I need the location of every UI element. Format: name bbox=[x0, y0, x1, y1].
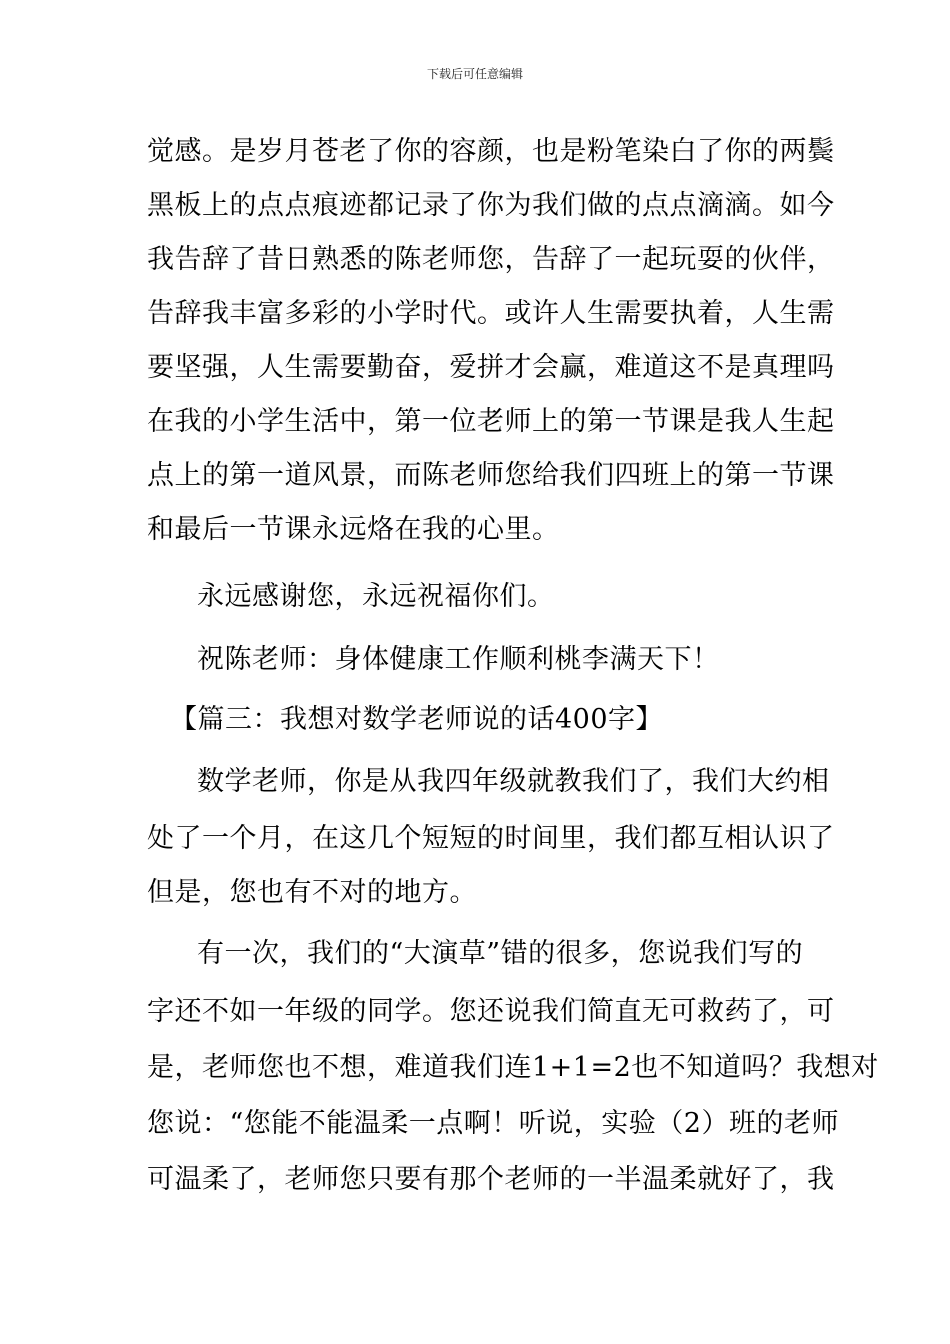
text-line: 点上的第一道风景，而陈老师您给我们四班上的第一节课 bbox=[147, 460, 835, 491]
text-line: 处了一个月，在这几个短短的时间里，我们都互相认识了 bbox=[147, 823, 835, 854]
text-line: 告辞我丰富多彩的小学时代。或许人生需要执着，人生需 bbox=[147, 298, 835, 329]
text-line: 您说：“您能不能温柔一点啊！听说，实验（2）班的老师 bbox=[147, 1108, 839, 1139]
text-line: 要坚强，人生需要勤奋，爱拼才会赢，难道这不是真理吗 bbox=[147, 352, 835, 383]
text-line: 我告辞了昔日熟悉的陈老师您，告辞了一起玩耍的伙伴， bbox=[147, 244, 835, 275]
text-line: 在我的小学生活中，第一位老师上的第一节课是我人生起 bbox=[147, 406, 835, 437]
text-line: 是，老师您也不想，难道我们连1+1=2也不知道吗？我想对 bbox=[147, 1052, 879, 1083]
text-line: 有一次，我们的“大演草”错的很多，您说我们写的 bbox=[197, 938, 804, 969]
text-line: 可温柔了，老师您只要有那个老师的一半温柔就好了，我 bbox=[147, 1164, 835, 1195]
text-line: 字还不如一年级的同学。您还说我们简直无可救药了，可 bbox=[147, 996, 835, 1027]
text-line: 但是，您也有不对的地方。 bbox=[147, 877, 477, 908]
text-line: 黑板上的点点痕迹都记录了你为我们做的点点滴滴。如今 bbox=[147, 190, 835, 221]
text-line: 祝陈老师：身体健康工作顺利桃李满天下！ bbox=[197, 644, 720, 675]
section-heading: 【篇三：我想对数学老师说的话400字】 bbox=[170, 704, 664, 735]
page-header: 下载后可任意编辑 bbox=[426, 67, 523, 81]
text-line: 和最后一节课永远烙在我的心里。 bbox=[147, 514, 560, 545]
text-line: 觉感。是岁月苍老了你的容颜，也是粉笔染白了你的两鬓 bbox=[147, 136, 835, 167]
text-line: 数学老师，你是从我四年级就教我们了，我们大约相 bbox=[197, 766, 830, 797]
text-line: 永远感谢您，永远祝福你们。 bbox=[197, 581, 555, 612]
